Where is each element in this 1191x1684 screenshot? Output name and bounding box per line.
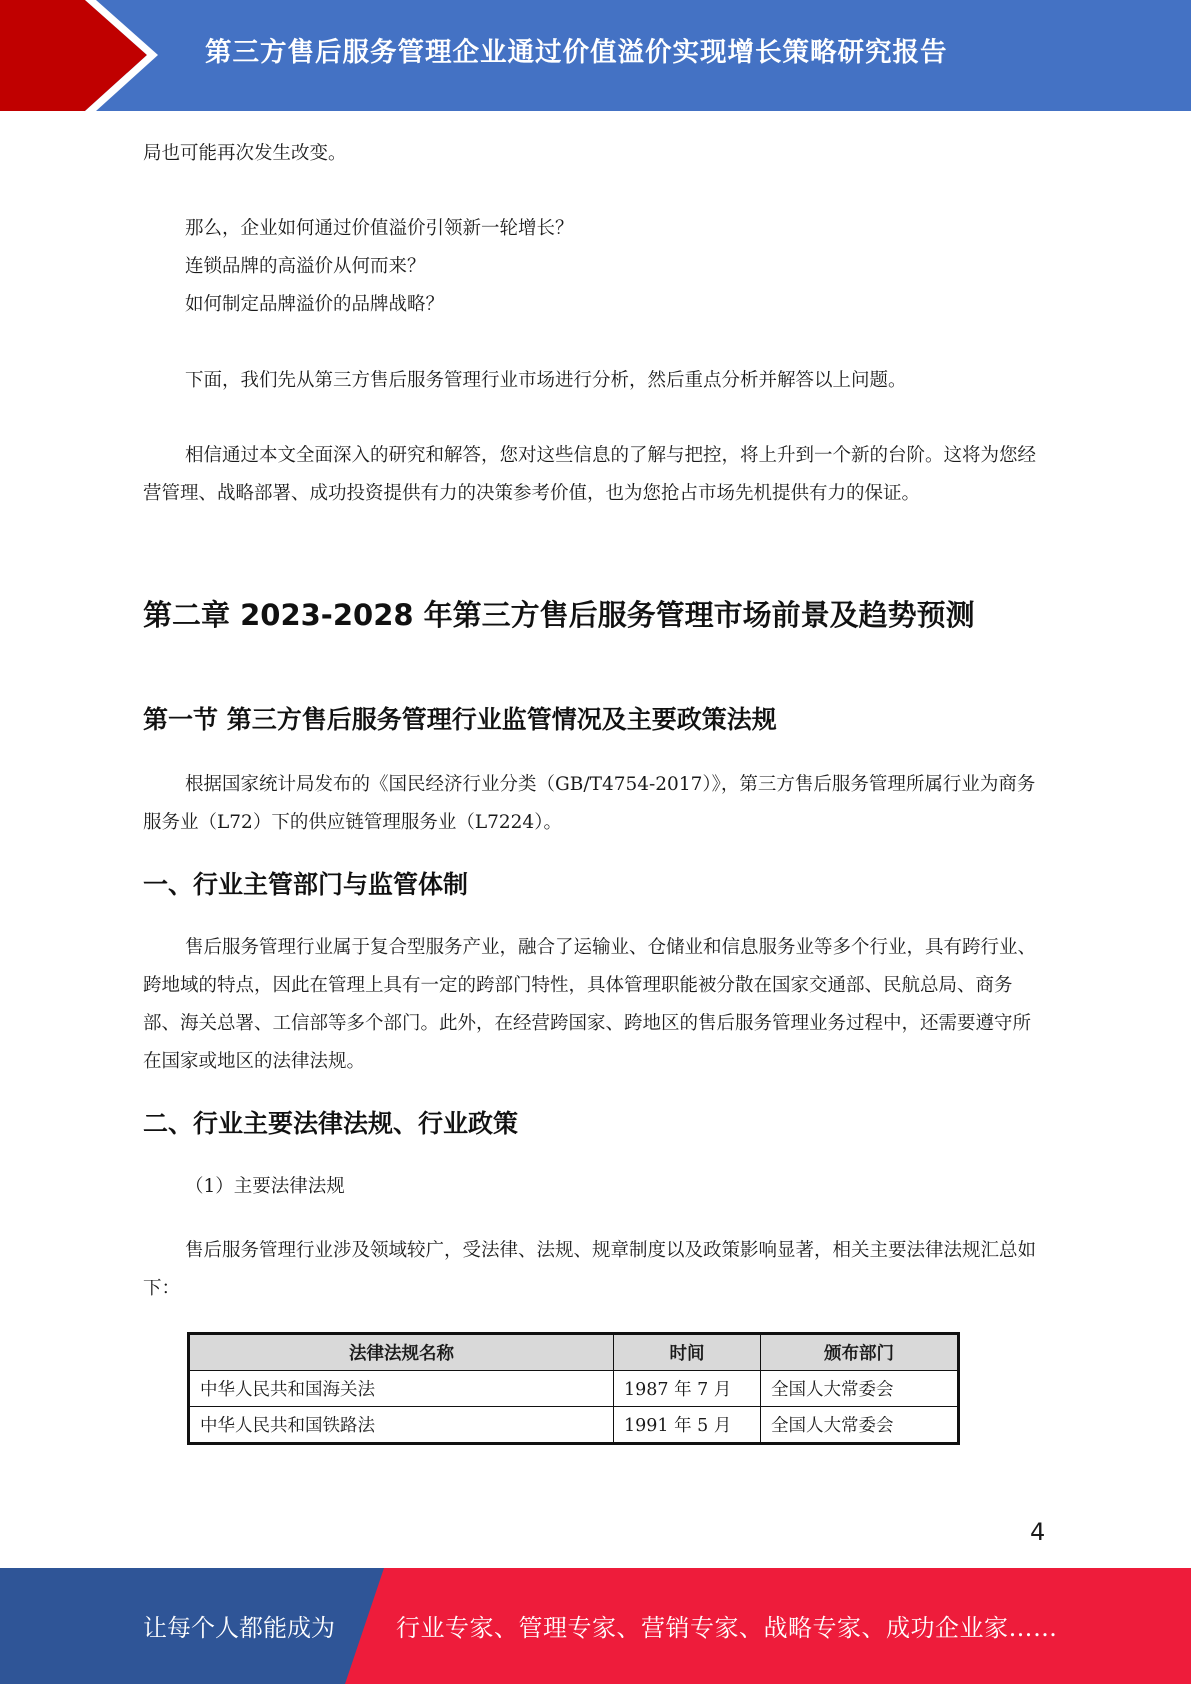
subsection-title-1: 一、行业主管部门与监管体制 xyxy=(143,870,469,899)
page-header xyxy=(0,0,1191,111)
table-header-department: 颁布部门 xyxy=(761,1334,959,1371)
subsection-title-2: 二、行业主要法律法规、行业政策 xyxy=(143,1109,519,1138)
table-row xyxy=(189,1371,959,1407)
footer-slogan-left: 让每个人都能成为 xyxy=(143,1614,335,1642)
paragraph-analysis: 下面，我们先从第三方售后服务管理行业市场进行分析，然后重点分析并解答以上问题。 xyxy=(185,370,907,391)
table-cell: 中华人民共和国铁路法 xyxy=(189,1407,614,1444)
table-header-date: 时间 xyxy=(614,1334,761,1371)
laws-table xyxy=(187,1332,960,1445)
item-laws-label: （1）主要法律法规 xyxy=(185,1176,345,1197)
question-2: 连锁品牌的高溢价从何而来？ xyxy=(185,256,426,277)
question-3: 如何制定品牌溢价的品牌战略？ xyxy=(185,294,445,315)
table-cell: 1991 年 5 月 xyxy=(614,1407,761,1444)
footer-slogan-right: 行业专家、管理专家、营销专家、战略专家、成功企业家…… xyxy=(396,1614,1058,1642)
table-cell: 全国人大常委会 xyxy=(761,1407,959,1444)
table-cell: 1987 年 7 月 xyxy=(614,1371,761,1407)
paragraph-laws: 售后服务管理行业涉及领域较广，受法律、法规、规章制度以及政策影响显著，相关主要法律法规汇总如下： xyxy=(143,1240,1037,1299)
section-title: 第一节 第三方售后服务管理行业监管情况及主要政策法规 xyxy=(143,705,777,734)
paragraph-continuation: 局也可能再次发生改变。 xyxy=(143,143,347,164)
question-1: 那么，企业如何通过价值溢价引领新一轮增长？ xyxy=(185,218,574,239)
table-cell: 中华人民共和国海关法 xyxy=(189,1371,614,1407)
table-cell: 全国人大常委会 xyxy=(761,1371,959,1407)
paragraph-classification: 根据国家统计局发布的《国民经济行业分类（GB/T4754-2017）》，第三方售后服务管理所属行业为商务服务业（L72）下的供应链管理服务业（L7224）。 xyxy=(143,774,1036,833)
page-number: 4 xyxy=(1030,1518,1046,1546)
header-title: 第三方售后服务管理企业通过价值溢价实现增长策略研究报告 xyxy=(205,37,948,68)
paragraph-regulation: 售后服务管理行业属于复合型服务产业，融合了运输业、仓储业和信息服务业等多个行业，具有跨行业、跨地域的特点，因此在管理上具有一定的跨部门特性，具体管理职能被分散在国家交通部、民航总局、商务部、海关总署、工信部等多个部门。此外，在经营跨国家、跨地区的售后服务管理业务过程中，还需要遵守所在国家或地区的法律法规。 xyxy=(143,937,1037,1072)
page-footer xyxy=(0,1568,1191,1684)
table-header-row xyxy=(189,1334,959,1371)
paragraph-believe: 相信通过本文全面深入的研究和解答，您对这些信息的了解与把控，将上升到一个新的台阶。这将为您经营管理、战略部署、成功投资提供有力的决策参考价值，也为您抢占市场先机提供有力的保证。 xyxy=(143,445,1037,504)
table-row xyxy=(189,1407,959,1444)
chapter-title: 第二章 2023-2028 年第三方售后服务管理市场前景及趋势预测 xyxy=(143,598,975,632)
table-header-name: 法律法规名称 xyxy=(189,1334,614,1371)
